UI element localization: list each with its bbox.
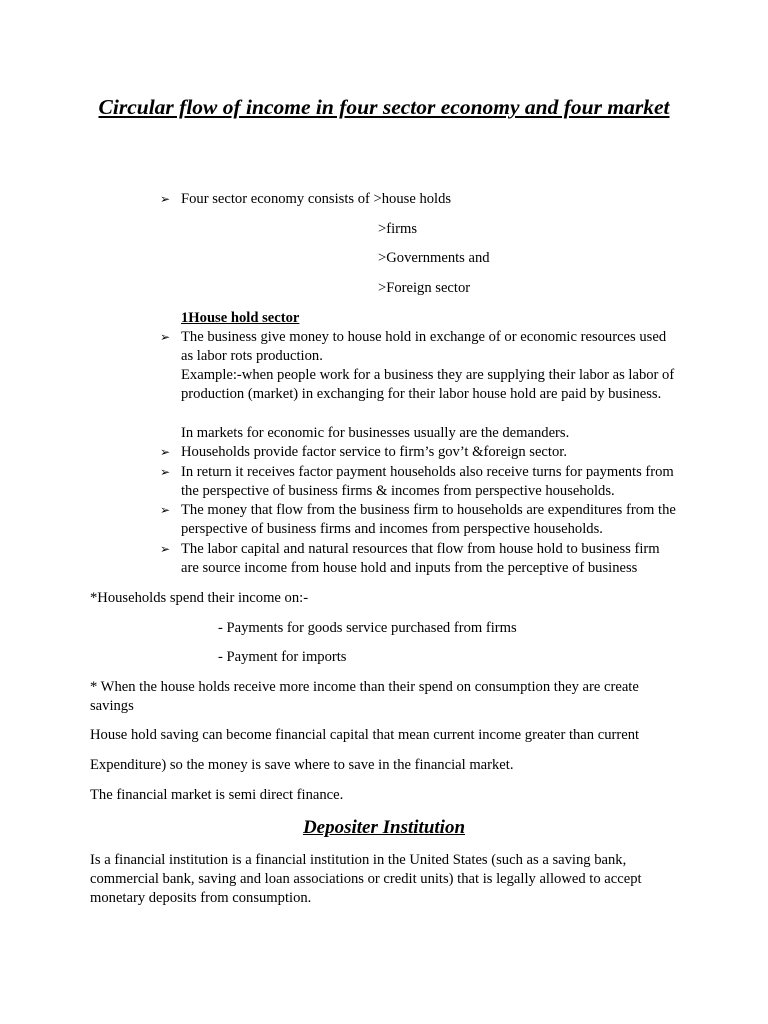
arrowhead-bullet-icon: ➢ [160, 465, 171, 479]
example-text: Example:-when people work for a business they are supplying their labor as labor of production (market) in exchanging for their labor house hold are paid by business. [181, 367, 675, 403]
intro-item: >Governments and [378, 250, 490, 266]
page-title: Circular flow of income in four sector economy and four market [98, 95, 670, 119]
section-heading: Depositer Institution [302, 817, 466, 838]
arrowhead-bullet-icon: ➢ [160, 445, 171, 459]
paragraph: The financial market is semi direct finance. [90, 787, 344, 803]
bullet-item: The labor capital and natural resources that flow from house hold to business firm are source income from house hold and inputs from the perceptive of business [181, 541, 660, 577]
intro-item: >Foreign sector [378, 280, 471, 296]
bullet-item: Households provide factor service to firm’s gov’t &foreign sector. [181, 444, 567, 460]
arrowhead-bullet-icon: ➢ [160, 542, 171, 556]
paragraph: Expenditure) so the money is save where to save in the financial market. [90, 757, 514, 773]
paragraph: * When the house holds receive more income than their spend on consumption they are create savings [90, 679, 639, 715]
markets-note: In markets for economic for businesses usually are the demanders. [181, 425, 570, 441]
section-text: Is a financial institution is a financial institution in the United States (such as a saving bank, commercial bank, saving and loan associations or credit units) that is legally allowed to accept monetary deposits from consumption. [90, 852, 642, 907]
arrowhead-bullet-icon: ➢ [160, 192, 171, 206]
bullet-item: The money that flow from the business firm to households are expenditures from the perspective of business firms and incomes from perspective households. [181, 502, 676, 538]
spend-lead: *Households spend their income on:- [90, 590, 309, 606]
arrowhead-bullet-icon: ➢ [160, 330, 171, 344]
spend-item: - Payments for goods service purchased from firms [218, 620, 517, 636]
spend-item: - Payment for imports [218, 649, 347, 665]
bullet-item: The business give money to house hold in exchange of or economic resources used as labor rots production. [181, 329, 667, 365]
paragraph: House hold saving can become financial capital that mean current income greater than current [90, 727, 640, 743]
intro-lead: Four sector economy consists of >house holds [181, 191, 452, 207]
household-sector-heading: 1House hold sector [181, 310, 300, 326]
bullet-item: In return it receives factor payment households also receive turns for payments from the perspective of business firms & incomes from perspective households. [181, 464, 674, 500]
intro-item: >firms [378, 221, 418, 237]
arrowhead-bullet-icon: ➢ [160, 503, 171, 517]
